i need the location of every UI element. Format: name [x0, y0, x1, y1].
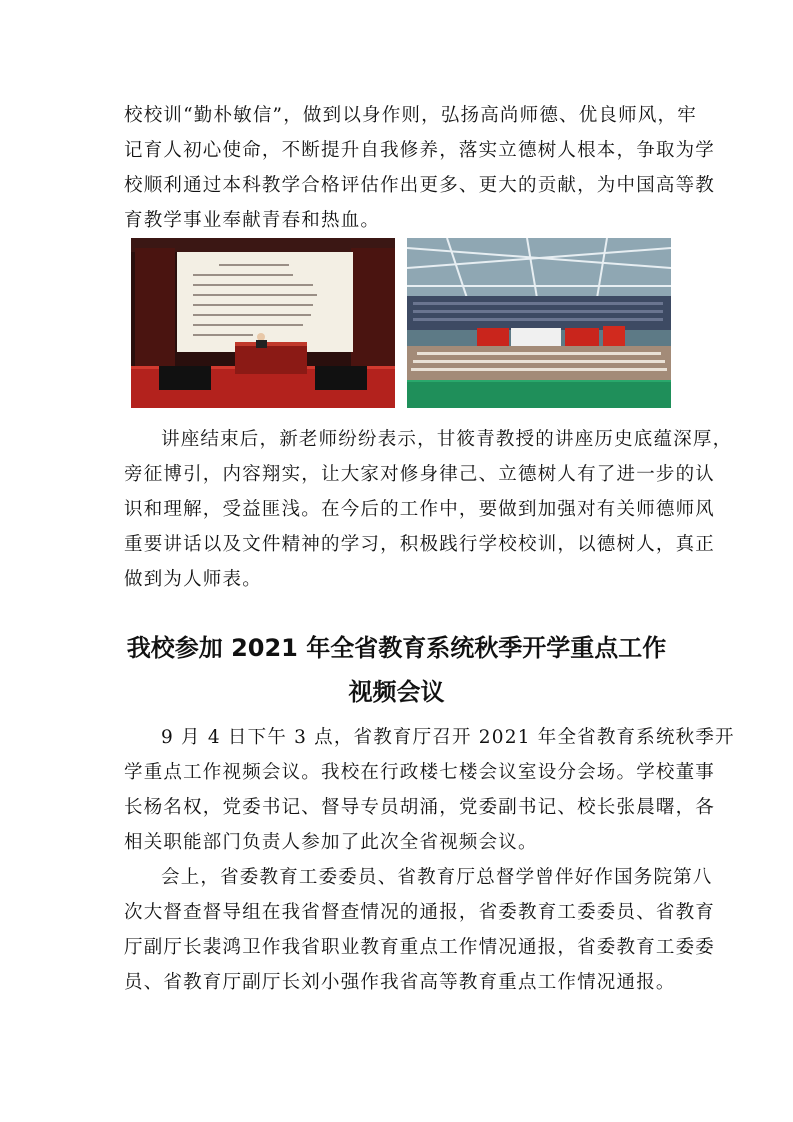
lecture-stage-photo — [131, 238, 395, 408]
heading-line: 视频会议 — [348, 678, 445, 706]
paragraph-4 — [124, 860, 716, 1000]
text-line: 重要讲话以及文件精神的学习，积极践行学校校训，以德树人，真正 — [124, 534, 716, 555]
text-line: 9 月 4 日下午 3 点，省教育厅召开 2021 年全省教育系统秋季开 — [161, 727, 735, 748]
paragraph-1 — [124, 98, 716, 238]
paragraph-3 — [124, 720, 735, 860]
text-line: 会上，省委教育工委委员、省教育厅总督学曾伴好作国务院第八 — [161, 867, 713, 888]
heading-line: 我校参加 2021 年全省教育系统秋季开学重点工作 — [126, 634, 667, 662]
paragraph-2 — [124, 422, 733, 597]
text-line: 讲座结束后，新老师纷纷表示，甘筱青教授的讲座历史底蕴深厚， — [161, 429, 733, 450]
text-line: 校顺利通过本科教学合格评估作出更多、更大的贡献，为中国高等教 — [124, 175, 716, 196]
text-line: 次大督查督导组在我省督查情况的通报，省委教育工委委员、省教育 — [124, 902, 716, 923]
text-line: 做到为人师表。 — [124, 569, 262, 590]
text-line: 识和理解，受益匪浅。在今后的工作中，要做到加强对有关师德师风 — [124, 499, 716, 520]
text-line: 相关职能部门负责人参加了此次全省视频会议。 — [124, 832, 538, 853]
gymnasium-meeting-photo — [407, 238, 671, 408]
text-line: 旁征博引，内容翔实，让大家对修身律己、立德树人有了进一步的认 — [124, 464, 716, 485]
text-line: 员、省教育厅副厅长刘小强作我省高等教育重点工作情况通报。 — [124, 972, 676, 993]
text-line: 厅副厅长裴鸿卫作我省职业教育重点工作情况通报，省委教育工委委 — [124, 937, 716, 958]
text-line: 记育人初心使命，不断提升自我修养，落实立德树人根本，争取为学 — [124, 140, 716, 161]
text-line: 育教学事业奉献青春和热血。 — [124, 210, 381, 231]
text-line: 学重点工作视频会议。我校在行政楼七楼会议室设分会场。学校董事 — [124, 762, 716, 783]
section-heading — [100, 626, 693, 714]
text-line: 校校训“勤朴敏信”，做到以身作则，弘扬高尚师德、优良师风，牢 — [124, 105, 697, 126]
text-line: 长杨名权，党委书记、督导专员胡涌，党委副书记、校长张晨曙，各 — [124, 797, 716, 818]
